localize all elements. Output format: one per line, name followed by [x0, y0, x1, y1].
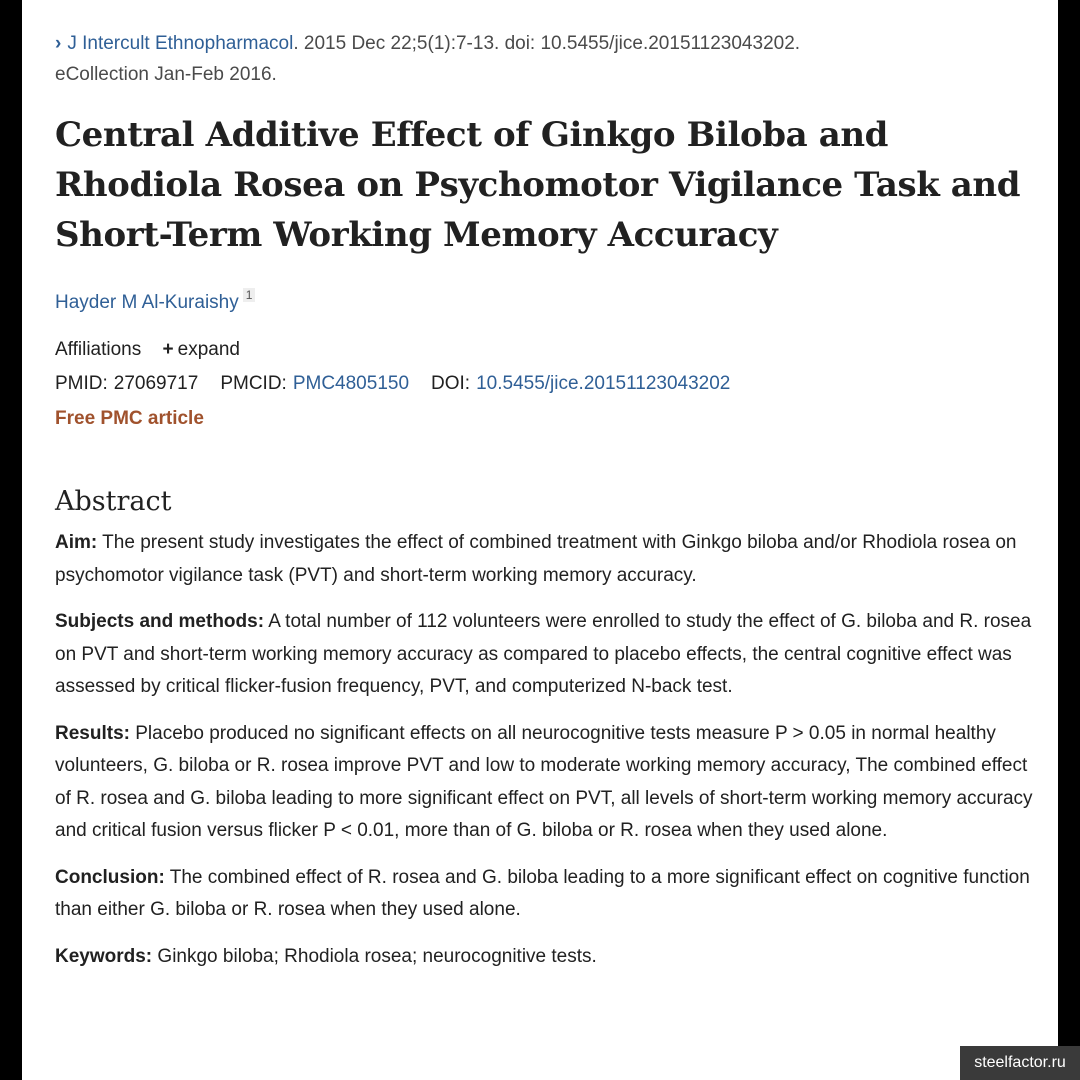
- aim-label: Aim:: [55, 532, 98, 553]
- abstract-conclusion: [55, 862, 1045, 927]
- citation: [55, 28, 1045, 90]
- affiliations-row: [55, 336, 1045, 364]
- chevron-right-icon: ›: [55, 33, 62, 54]
- conclusion-text: The combined effect of R. rosea and G. biloba leading to a more significant effect on cognitive function than either G. biloba or R. rosea when they used alone.: [55, 866, 1030, 920]
- keywords-text: Ginkgo biloba; Rhodiola rosea; neurocognitive tests.: [157, 945, 597, 967]
- doi-label: DOI:: [431, 373, 471, 394]
- affiliation-marker[interactable]: 1: [243, 288, 256, 302]
- watermark: steelfactor.ru: [960, 1046, 1080, 1080]
- abstract-methods: [55, 606, 1045, 704]
- journal-link[interactable]: J Intercult Ethnopharmacol: [67, 33, 294, 54]
- pmcid-link[interactable]: PMC4805150: [292, 373, 410, 394]
- pmcid-label: PMCID:: [220, 373, 287, 394]
- abstract-results: [55, 718, 1045, 848]
- expand-label: expand: [177, 339, 240, 360]
- aim-text: The present study investigates the effect of combined treatment with Ginkgo biloba and/or Rhodiola rosea on psychomotor vigilance task (PVT) and short-term working memory accuracy.: [55, 532, 1017, 586]
- methods-label: Subjects and methods:: [55, 611, 265, 632]
- article-content: [55, 28, 1045, 987]
- plus-icon: +: [162, 339, 174, 360]
- free-pmc-badge: Free PMC article: [55, 408, 204, 429]
- abstract-aim: [55, 527, 1045, 592]
- conclusion-label: Conclusion:: [55, 866, 165, 888]
- keywords-label: Keywords:: [55, 945, 153, 967]
- ecollection: eCollection Jan-Feb 2016.: [55, 64, 277, 85]
- citation-details: . 2015 Dec 22;5(1):7-13. doi: 10.5455/jice.20151123043202.: [293, 33, 801, 54]
- author-link[interactable]: Hayder M Al-Kuraishy: [55, 292, 239, 313]
- article-page: [22, 0, 1058, 1080]
- results-label: Results:: [55, 722, 130, 744]
- identifiers-row: [55, 366, 1045, 402]
- pmid-value: 27069717: [113, 373, 199, 394]
- pmid-label: PMID:: [55, 373, 108, 394]
- affiliations-label: Affiliations: [55, 339, 142, 360]
- doi-link[interactable]: 10.5455/jice.20151123043202: [476, 373, 731, 394]
- methods-text: A total number of 112 volunteers were enrolled to study the effect of G. biloba and R. rosea on PVT and short-term working memory accuracy as compared to placebo effects, the central cognitive effect was assessed by critical flicker-fusion frequency, PVT, and computerized N-back test.: [55, 611, 1032, 697]
- expand-affiliations-button[interactable]: [163, 339, 240, 360]
- author-line: [55, 288, 1045, 314]
- results-text: Placebo produced no significant effects on all neurocognitive tests measure P > 0.05 in normal healthy volunteers, G. biloba or R. rosea improve PVT and low to moderate working memory accuracy, The combined effect of R. rosea and G. biloba leading to more significant effect on PVT, all levels of short-term working memory accuracy and critical fusion versus flicker P < 0.01, more than of G. biloba or R. rosea when they used alone.: [55, 722, 1033, 841]
- article-title: Central Additive Effect of Ginkgo Biloba and Rhodiola Rosea on Psychomotor Vigilance Task and Short-Term Working Memory Accuracy: [55, 115, 1021, 255]
- abstract-heading: Abstract: [55, 486, 172, 517]
- abstract-keywords: [55, 941, 1045, 974]
